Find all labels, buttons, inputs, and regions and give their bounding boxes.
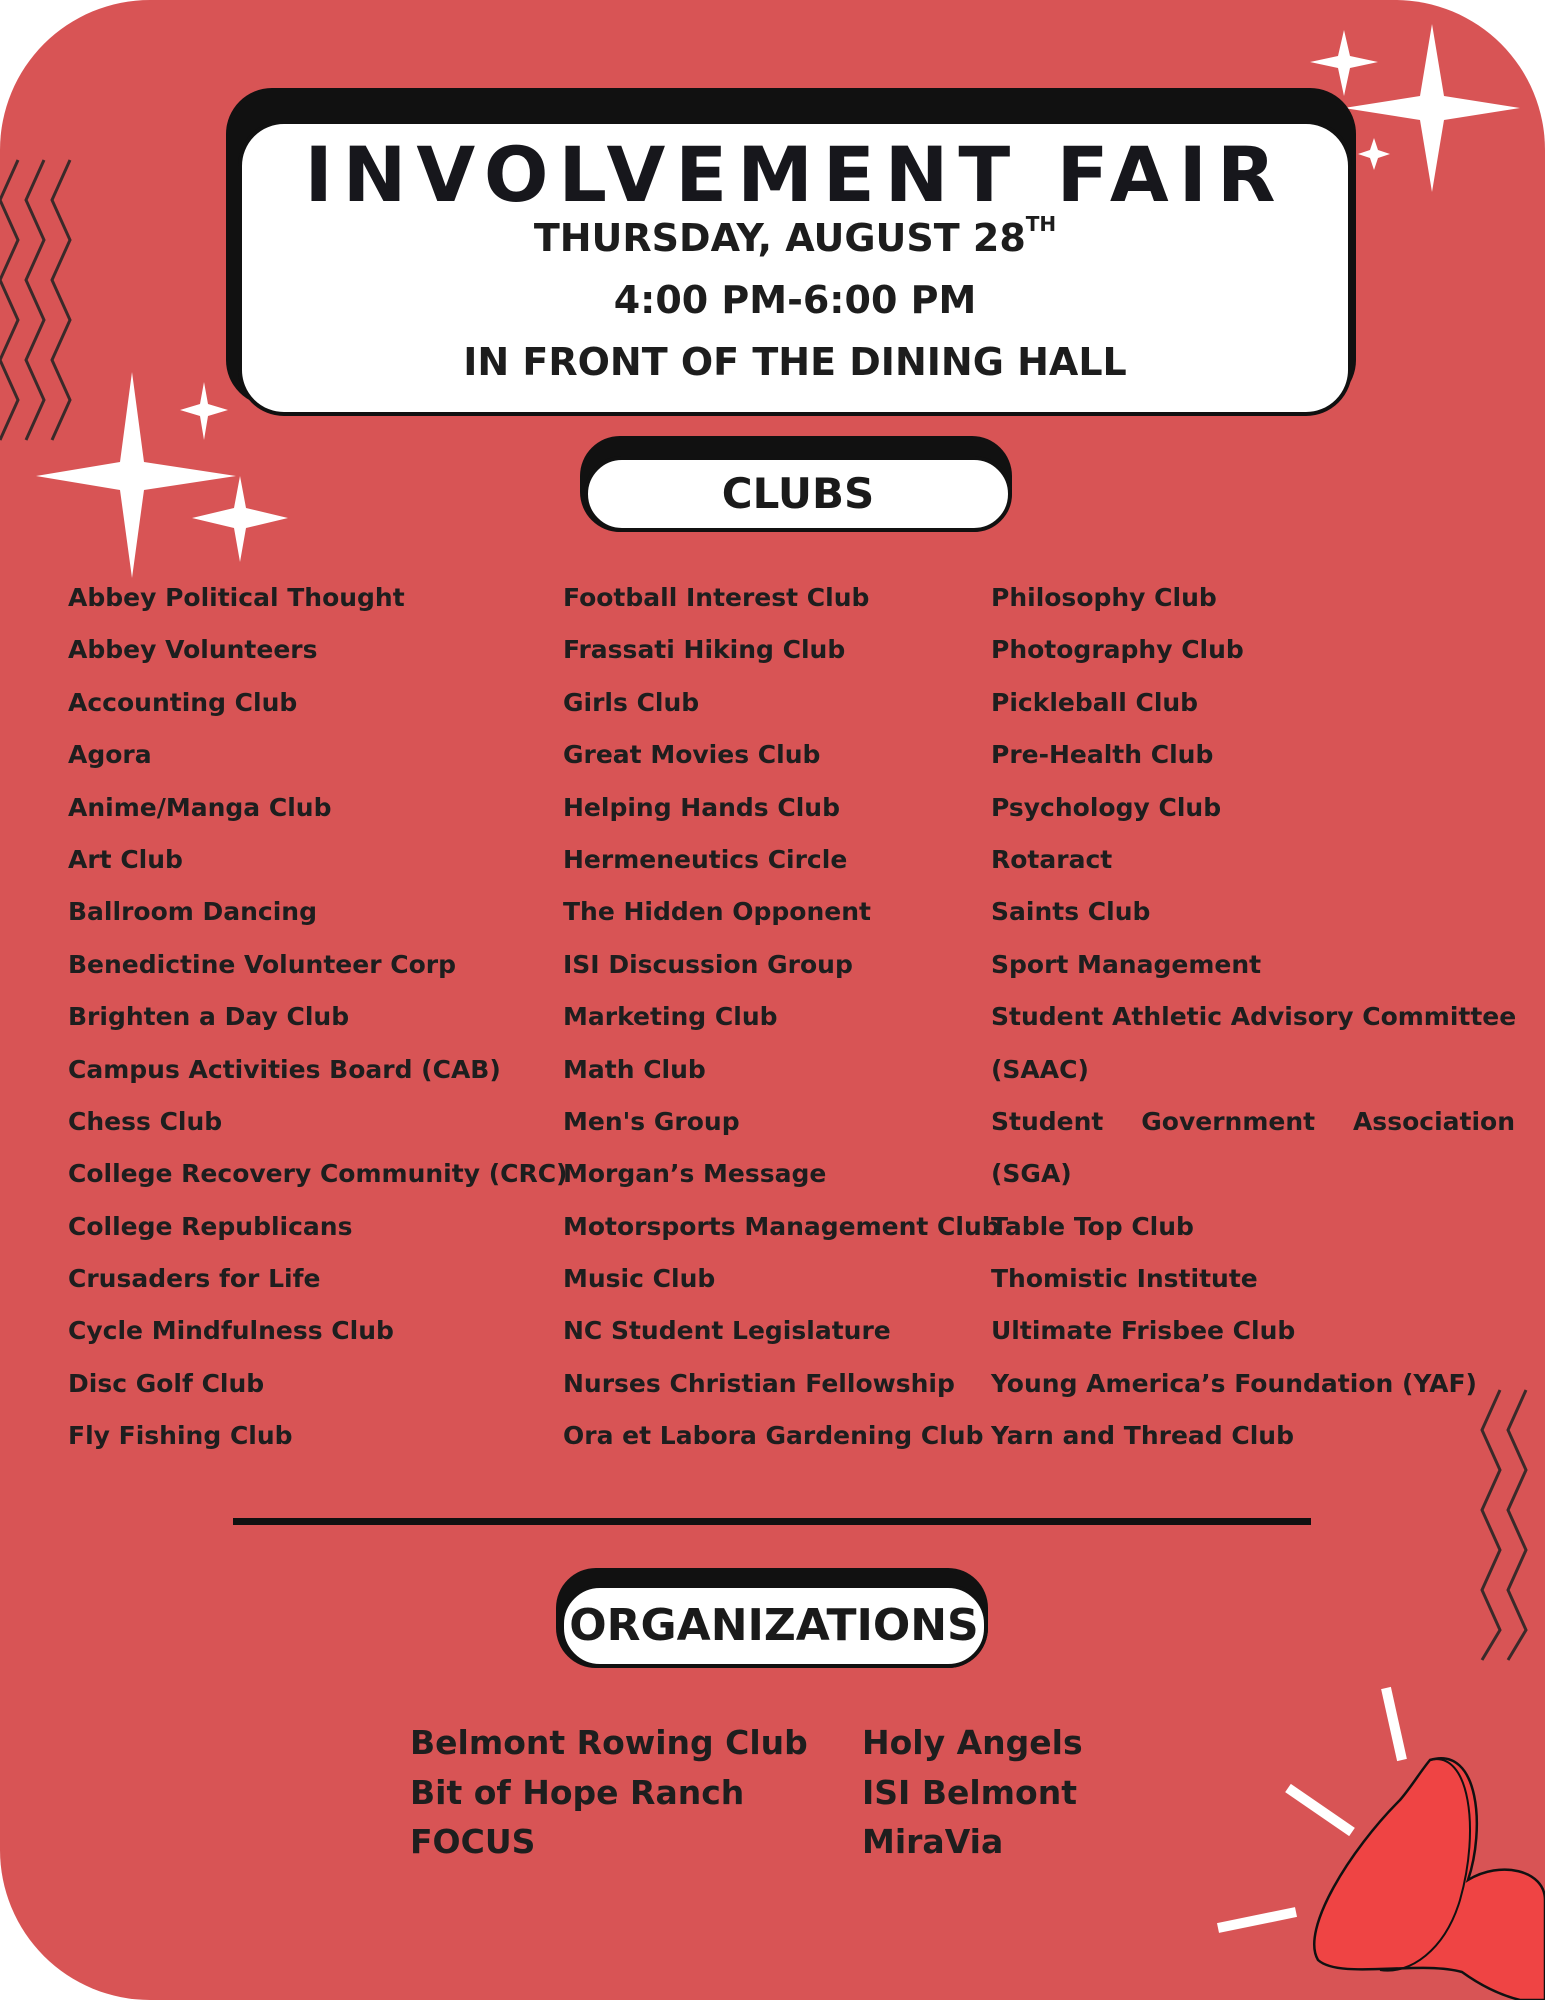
page-title: INVOLVEMENT FAIR [304,130,1286,219]
event-date [242,212,1348,260]
club-item: Photography Club [991,635,1244,665]
sparkle-icon [36,372,288,578]
club-item: College Recovery Community (CRC) [68,1159,568,1189]
club-item: Saints Club [991,897,1151,927]
clubs-column-3 [991,576,1515,1467]
club-item: Brighten a Day Club [68,1002,350,1032]
club-item: Marketing Club [563,1002,778,1032]
organization-item: Bit of Hope Ranch [410,1772,745,1812]
organizations-column-2 [862,1718,1083,1867]
club-item: Accounting Club [68,687,298,717]
club-item: Men's Group [563,1106,740,1136]
club-item: Motorsports Management Club [563,1211,1000,1241]
club-item: Student Athletic Advisory Committee [991,1002,1517,1032]
club-item: Abbey Political Thought [68,583,405,612]
club-item: Morgan’s Message [563,1159,827,1189]
organization-item: FOCUS [410,1822,536,1861]
club-item: Thomistic Institute [991,1264,1258,1294]
club-item: Frassati Hiking Club [563,635,846,665]
club-item: Football Interest Club [563,583,870,612]
club-item: Young America’s Foundation (YAF) [991,1368,1477,1398]
club-item: Music Club [563,1264,716,1294]
club-item: College Republicans [68,1211,353,1241]
club-item: Ballroom Dancing [68,897,317,927]
club-item: Psychology Club [991,792,1222,822]
club-item: NC Student Legislature [563,1316,891,1346]
clubs-column-2 [563,576,1000,1467]
club-item: Disc Golf Club [68,1368,265,1398]
club-item: ISI Discussion Group [563,949,853,979]
section-divider [233,1518,1311,1525]
event-location: IN FRONT OF THE DINING HALL [463,340,1127,384]
club-item: Anime/Manga Club [68,792,332,822]
club-item: (SGA) [991,1159,1072,1189]
club-item: The Hidden Opponent [563,897,871,927]
organizations-heading: ORGANIZATIONS [560,1584,988,1668]
organization-item: Belmont Rowing Club [410,1723,808,1762]
organization-item: Holy Angels [862,1723,1083,1762]
club-item: (SAAC) [991,1054,1089,1084]
club-item: Student Government Association [991,1106,1515,1136]
club-item: Helping Hands Club [563,792,840,822]
club-item: Rotaract [991,844,1113,874]
event-date-suffix: TH [1025,212,1057,236]
club-item: Nurses Christian Fellowship [563,1368,955,1398]
organizations-column-1 [410,1718,808,1867]
club-item: Fly Fishing Club [68,1421,293,1451]
zigzag-icon [0,160,70,440]
club-item: Yarn and Thread Club [991,1421,1294,1451]
club-item: Great Movies Club [563,740,821,770]
club-item: Art Club [68,844,183,874]
club-item: Girls Club [563,687,700,717]
club-item: Agora [68,740,152,770]
event-time: 4:00 PM-6:00 PM [613,278,977,322]
club-item: Math Club [563,1054,706,1084]
club-item: Chess Club [68,1106,223,1136]
club-item: Sport Management [991,949,1262,979]
club-item: Hermeneutics Circle [563,844,848,874]
club-item: Philosophy Club [991,583,1217,612]
club-item: Ora et Labora Gardening Club [563,1421,984,1451]
header-box [238,120,1352,416]
clubs-heading: CLUBS [584,456,1012,532]
club-item: Table Top Club [991,1211,1194,1241]
club-item: Cycle Mindfulness Club [68,1316,394,1346]
club-item: Crusaders for Life [68,1264,321,1294]
club-item: Campus Activities Board (CAB) [68,1054,501,1084]
megaphone-icon [1218,1688,1545,2000]
club-item: Pickleball Club [991,687,1199,717]
event-date-text: THURSDAY, AUGUST 28 [533,216,1026,260]
club-item: Ultimate Frisbee Club [991,1316,1296,1346]
club-item: Abbey Volunteers [68,635,318,665]
organization-item: ISI Belmont [862,1772,1077,1812]
club-item: Pre-Health Club [991,740,1214,770]
organization-item: MiraVia [862,1822,1004,1861]
clubs-column-1 [68,576,568,1467]
club-item: Benedictine Volunteer Corp [68,949,456,979]
